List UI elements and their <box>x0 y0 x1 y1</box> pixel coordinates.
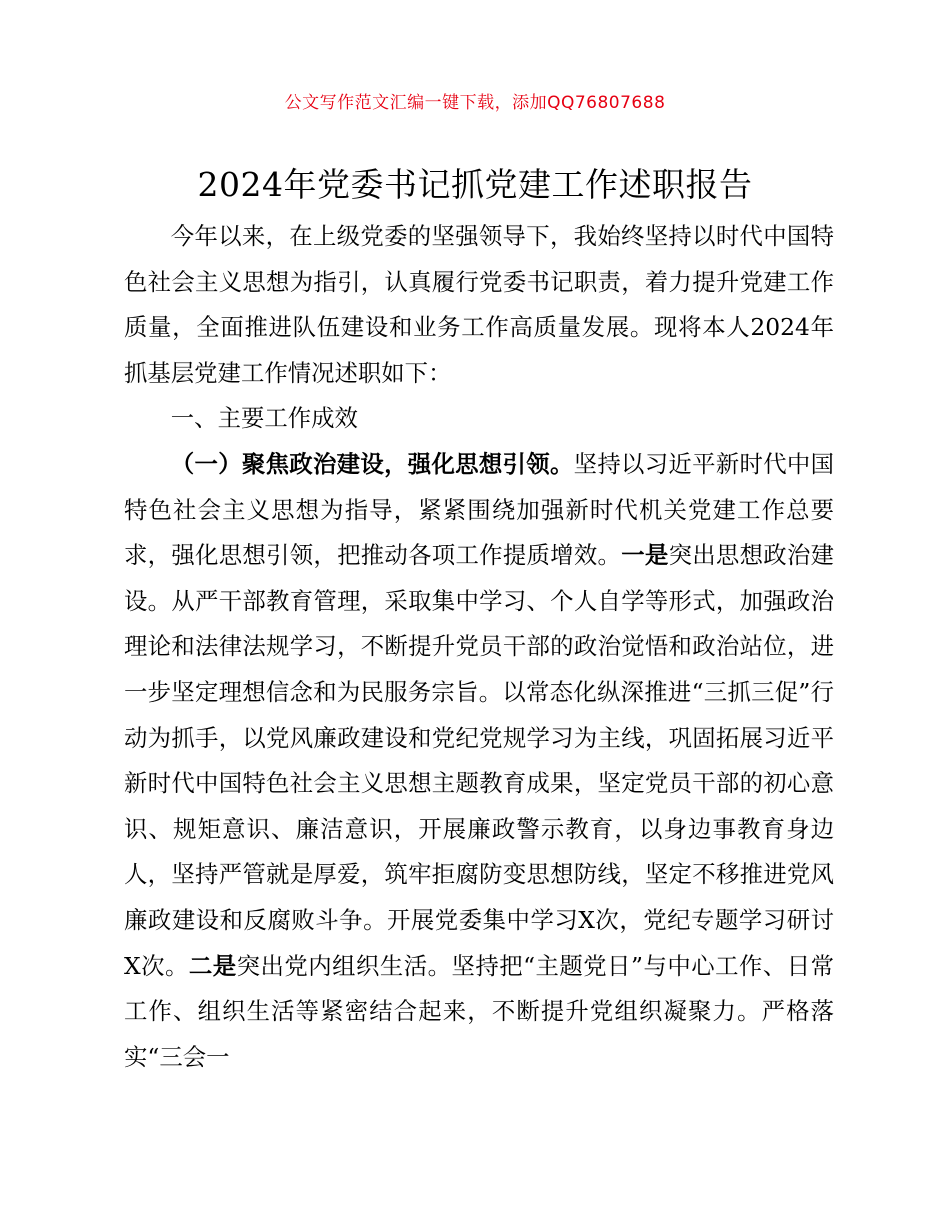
subsection-heading: （一）聚焦政治建设，强化思想引领。 <box>170 449 574 478</box>
document-title: 2024年党委书记抓党建工作述职报告 <box>197 165 753 204</box>
section-heading-main-results: 一、主要工作成效 <box>170 404 358 433</box>
subsection-text-intro: 坚持以习近平新时代中国特色社会主义思想为指导，紧紧围绕加强新时代机关党建工作总要求，强化思想引领，把推动各项工作提质增效。 <box>124 449 834 570</box>
point-two-text: 突出党内组织生活。坚持把“主题党日”与中心工作、日常工作、组织生活等紧密结合起来，不断提升党组织凝聚力。严格落实“三会一 <box>124 951 834 1071</box>
subsection-political-building <box>124 442 834 1080</box>
download-notice: 公文写作范文汇编一键下载，添加QQ76807688 <box>284 93 666 113</box>
document-body <box>124 214 834 1080</box>
intro-paragraph: 今年以来，在上级党委的坚强领导下，我始终坚持以时代中国特色社会主义思想为指引，认真履行党委书记职责，着力提升党建工作质量，全面推进队伍建设和业务工作高质量发展。现将本人2024年抓基层党建工作情况述职如下： <box>124 222 834 387</box>
point-one-label: 一是 <box>621 541 669 570</box>
point-one-text: 突出思想政治建设。从严干部教育管理，采取集中学习、个人自学等形式，加强政治理论和法律法规学习，不断提升党员干部的政治觉悟和政治站位，进一步坚定理想信念和为民服务宗旨。以常态化纵深推进“三抓三促”行动为抓手，以党风廉政建设和党纪党规学习为主线，巩固拓展习近平新时代中国特色社会主义思想主题教育成果，坚定党员干部的初心意识、规矩意识、廉洁意识，开展廉政警示教育，以身边事教育身边人，坚持严管就是厚爱，筑牢拒腐防变思想防线，坚定不移推进党风廉政建设和反腐败斗争。开展党委集中学习X次，党纪专题学习研讨X次。 <box>124 541 835 980</box>
point-two-label: 二是 <box>188 951 237 980</box>
